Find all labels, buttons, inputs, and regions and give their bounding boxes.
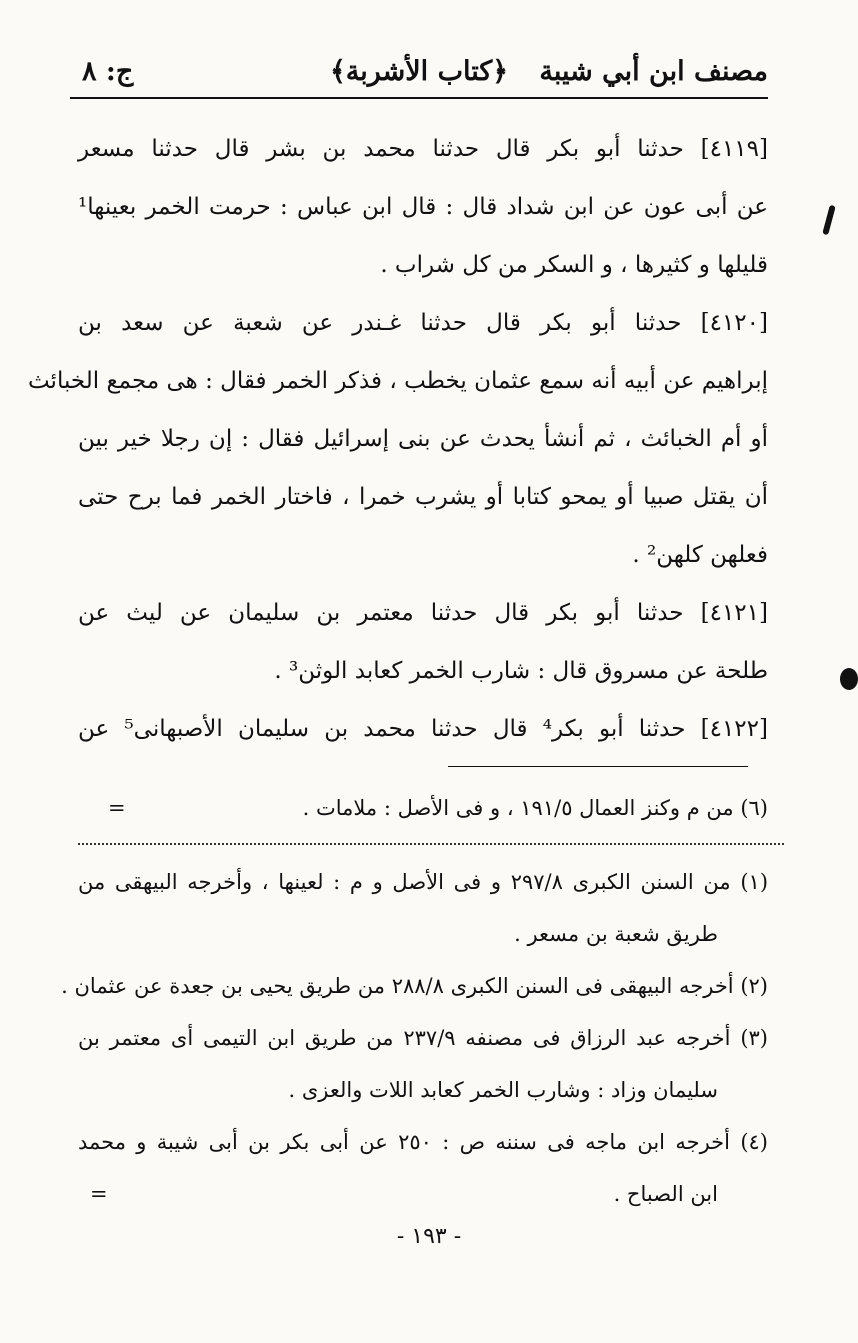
main-text bbox=[27, 120, 769, 758]
running-header bbox=[70, 50, 768, 98]
continuation-marker: = bbox=[108, 796, 126, 820]
text-line: [٤١٢٢] حدثنا أبو بكر⁴ قال حدثنا محمد بن سليمان الأصبهانى⁵ عن bbox=[78, 716, 768, 742]
footnote-line-last bbox=[78, 1168, 768, 1220]
text-line: أو أم الخبائث ، ثم أنشأ يحدث عن بنى إسرائيل فقال : إن رجلا خير بين bbox=[78, 426, 769, 452]
page-number: - ١٩٣ - bbox=[396, 1224, 462, 1249]
text-line: قليلها و كثيرها ، و السكر من كل شراب . bbox=[380, 252, 768, 278]
text-line: [٤١٢١] حدثنا أبو بكر قال حدثنا معتمر بن سليمان عن ليث عن bbox=[78, 600, 768, 626]
dotted-separator bbox=[78, 843, 784, 845]
carried-footnote bbox=[78, 788, 768, 828]
text-line: أن يقتل صبيا أو يمحو كتابا أو يشرب خمرا ، فاختار الخمر فما برح حتى bbox=[78, 484, 769, 510]
text-line: عن أبى عون عن ابن شداد قال : قال ابن عباس : حرمت الخمر بعينها¹ bbox=[78, 194, 768, 220]
footnote-separator bbox=[448, 766, 748, 767]
footnote-line: طريق شعبة بن مسعر . bbox=[514, 922, 718, 946]
footnote-line: سليمان وزاد : وشارب الخمر كعابد اللات والعزى . bbox=[288, 1078, 718, 1102]
text-line: [٤١٢٠] حدثنا أبو بكر قال حدثنا غـندر عن شعبة عن سعد بن bbox=[78, 310, 768, 336]
ink-speck bbox=[840, 668, 858, 690]
section-title: ﴿كتاب الأشربة﴾ bbox=[329, 56, 509, 87]
footnote-line: (٣) أخرجه عبد الرزاق فى مصنفه ٢٣٧/٩ من طريق ابن التيمى أى معتمر بن bbox=[78, 1026, 768, 1050]
text-line: [٤١١٩] حدثنا أبو بكر قال حدثنا محمد بن بشر قال حدثنا مسعر bbox=[78, 136, 768, 162]
text-line: طلحة عن مسروق قال : شارب الخمر كعابد الوثن³ . bbox=[274, 658, 768, 684]
footnote-line: (١) من السنن الكبرى ٢٩٧/٨ و فى الأصل و م : لعينها ، وأخرجه البيهقى من bbox=[78, 870, 769, 894]
footnote-line-text: ابن الصباح . bbox=[613, 1182, 718, 1206]
book-title: مصنف ابن أبي شيبة bbox=[539, 56, 768, 87]
carried-footnote-text: (٦) من م وكنز العمال ١٩١/٥ ، و فى الأصل : ملامات . bbox=[302, 796, 768, 820]
ink-speck bbox=[822, 205, 836, 236]
footnote-line: (٤) أخرجه ابن ماجه فى سننه ص : ٢٥٠ عن أبى بكر بن أبى شيبة و محمد bbox=[78, 1130, 768, 1154]
footnote-line: (٢) أخرجه البيهقى فى السنن الكبرى ٢٨٨/٨ من طريق يحيى بن جعدة عن عثمان . bbox=[61, 974, 768, 998]
text-line: إبراهيم عن أبيه أنه سمع عثمان يخطب ، فذكر الخمر فقال : هى مجمع الخبائث bbox=[27, 368, 768, 394]
continuation-marker: = bbox=[90, 1182, 108, 1206]
text-line: فعلهن كلهن² . bbox=[632, 542, 768, 568]
header-rule bbox=[70, 97, 768, 99]
footnotes bbox=[61, 856, 769, 1220]
volume-label: ج: ٨ bbox=[82, 56, 134, 87]
